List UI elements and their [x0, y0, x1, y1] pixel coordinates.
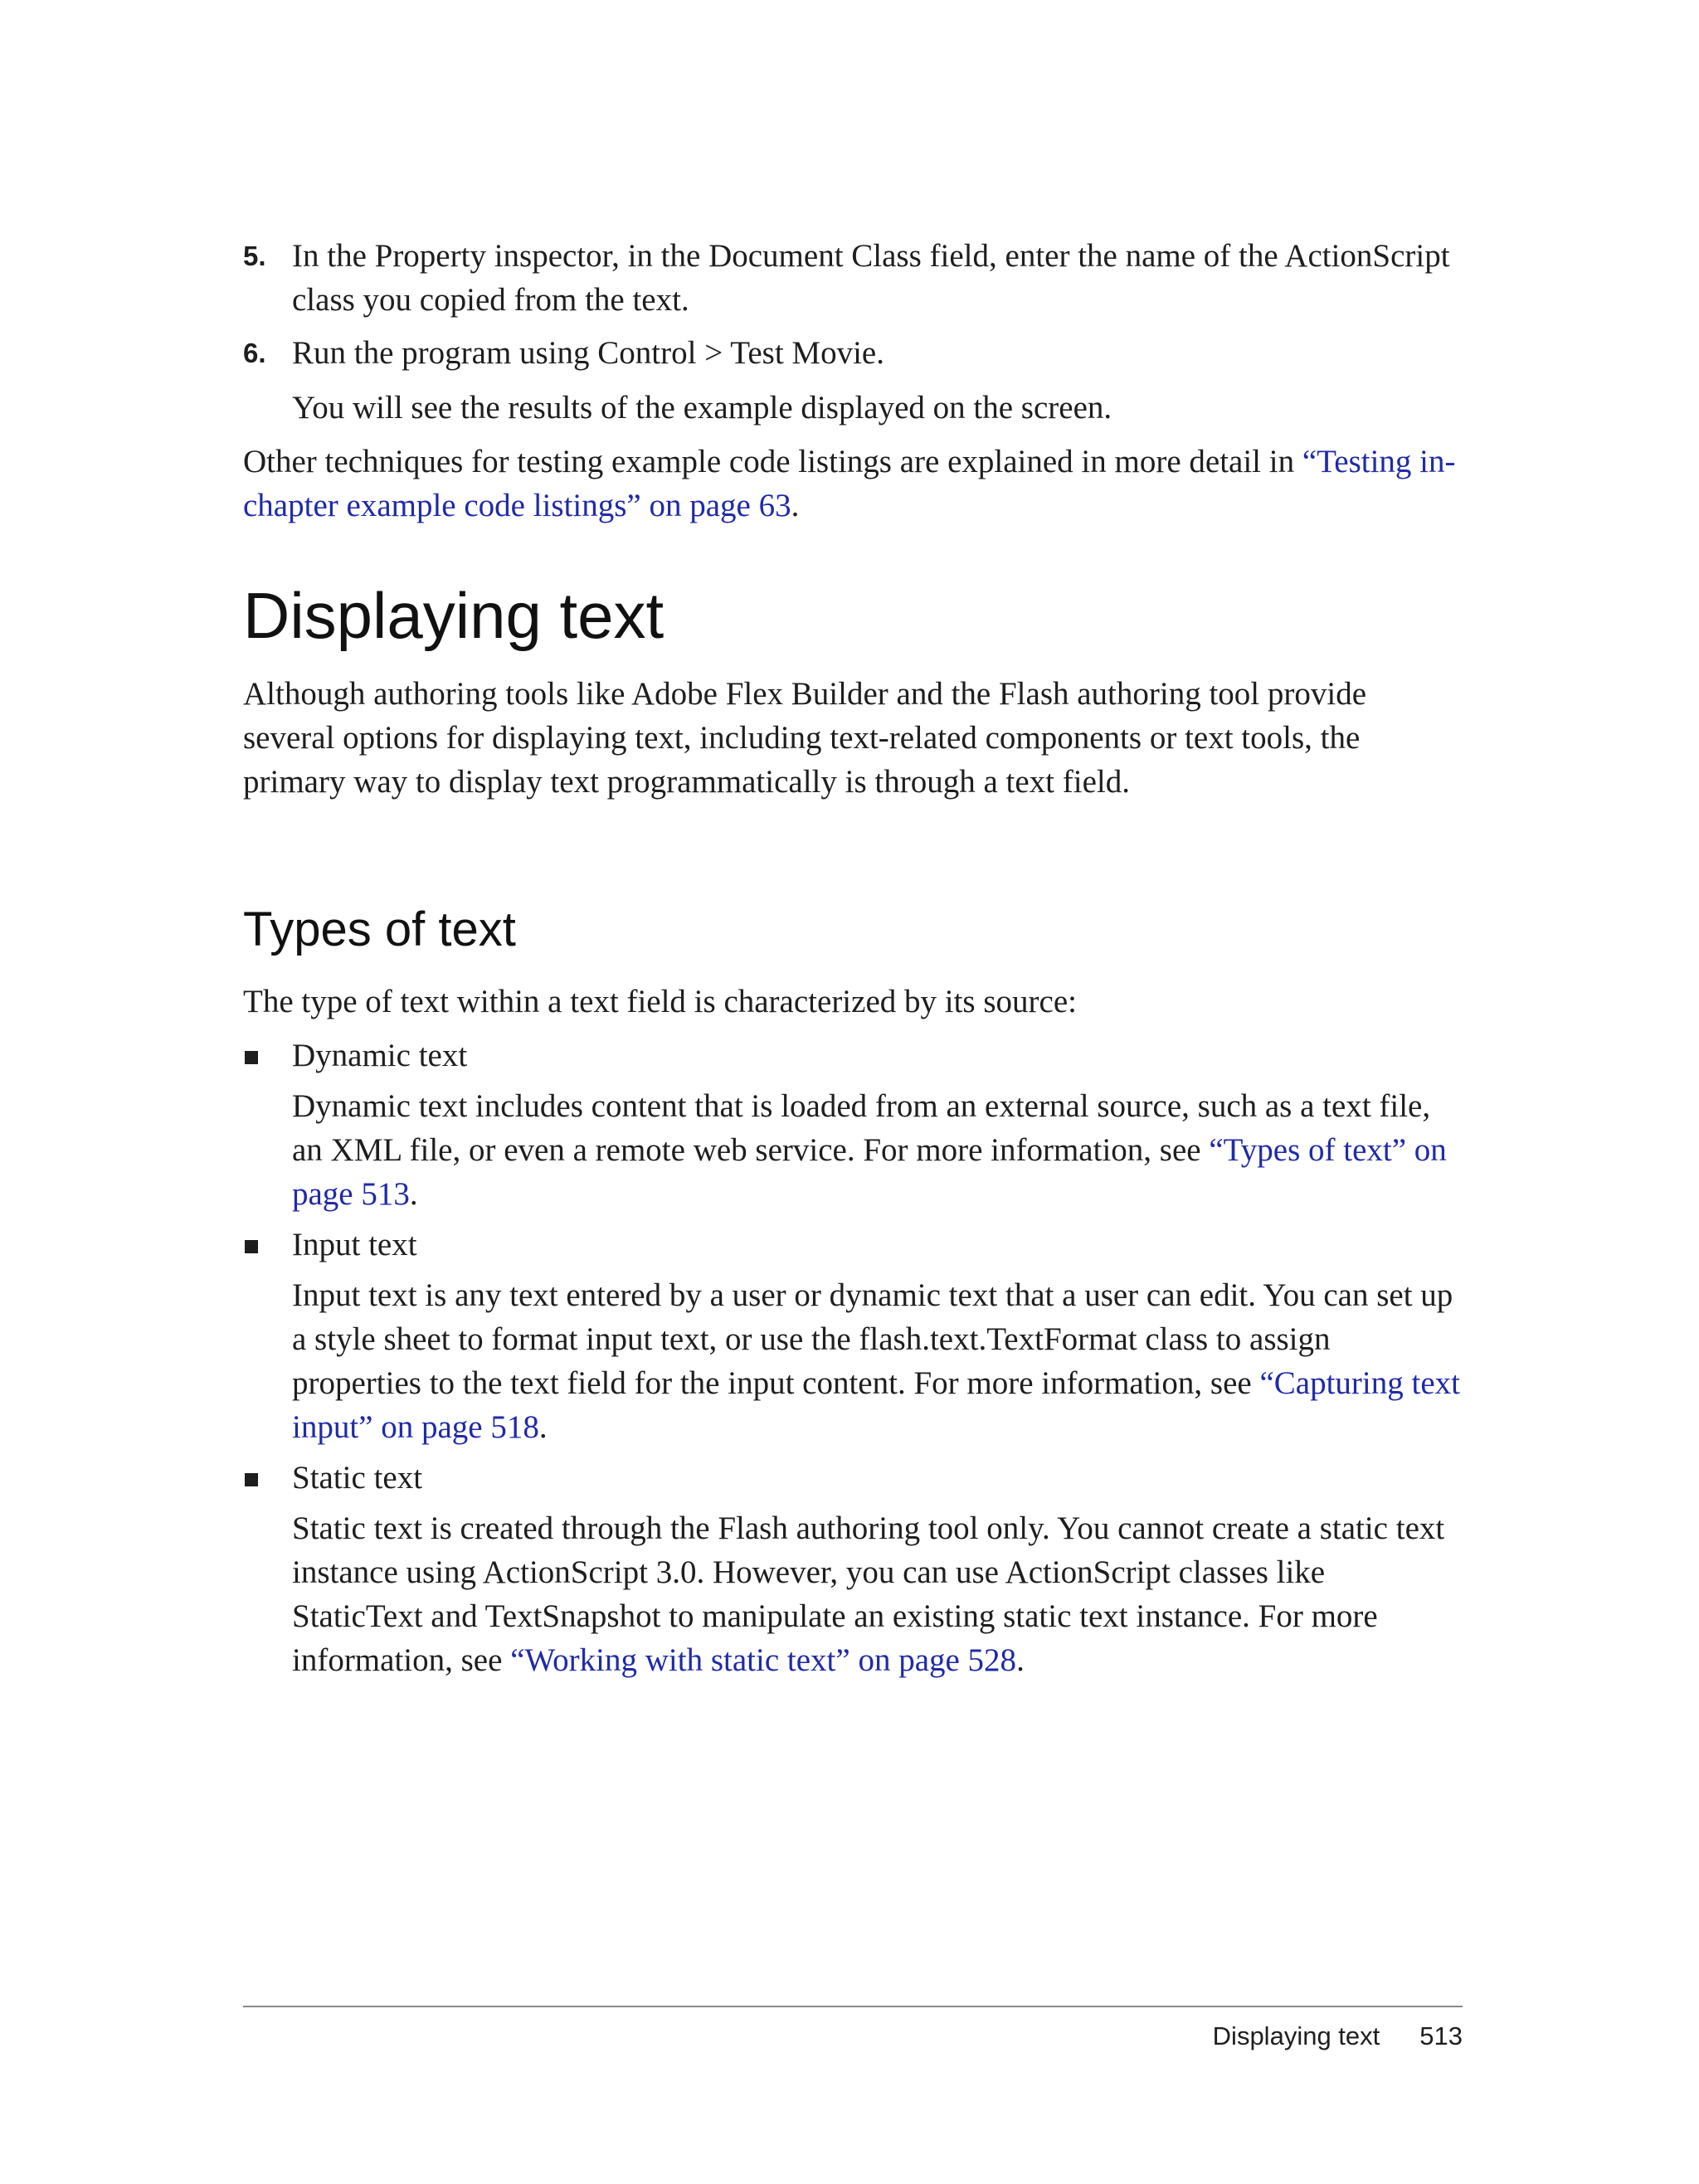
subsection-title: Types of text	[243, 902, 516, 956]
bullet-label: Static text	[292, 1460, 423, 1496]
step-text: In the Property inspector, in the Document Class field, enter the name of the ActionScript class you copied from the text.	[292, 238, 1450, 318]
description-text: .	[538, 1409, 548, 1445]
footer-divider	[243, 2006, 1463, 2007]
testing-code-listings-link[interactable]: “Testing in-chapter example code listings” on page 63	[243, 444, 1456, 523]
subsection-intro: The type of text within a text field is characterized by its source:	[243, 984, 1077, 1019]
working-with-static-text-link[interactable]: “Working with static text” on page 528	[510, 1642, 1017, 1678]
bullet-input-text	[243, 1223, 1463, 1267]
paragraph-text: Other techniques for testing example code listings are explained in more detail in	[243, 444, 1302, 479]
step-6	[243, 331, 1463, 375]
paragraph-text: .	[791, 488, 800, 523]
bullet-description	[243, 1273, 1463, 1449]
step-text: Run the program using Control > Test Movie.	[292, 335, 884, 371]
bullet-label: Dynamic text	[292, 1038, 468, 1073]
bullet-description	[243, 1506, 1463, 1682]
other-techniques-paragraph	[243, 440, 1463, 528]
page-footer	[243, 2017, 1463, 2055]
step-number: 6.	[243, 338, 266, 368]
footer-page-number: 513	[1419, 2021, 1463, 2050]
description-text: .	[1016, 1642, 1025, 1678]
bullet-description	[243, 1084, 1463, 1216]
section-title: Displaying text	[243, 579, 665, 652]
description-text: .	[409, 1176, 418, 1212]
section-intro: Although authoring tools like Adobe Flex Builder and the Flash authoring tool provide several options for displaying text, including text-related components or text tools, the primary way to display text programmatically is through a text field.	[243, 676, 1367, 800]
bullet-square-icon	[245, 1240, 258, 1253]
description-text: Dynamic text includes content that is loaded from an external source, such as a text file, an XML file, or even a remote web service. For more information, see	[292, 1088, 1431, 1168]
bullet-square-icon	[245, 1473, 258, 1486]
step-number: 5.	[243, 241, 266, 271]
step-5	[243, 234, 1463, 322]
bullet-dynamic-text	[243, 1034, 1463, 1077]
capturing-text-input-link[interactable]: “Capturing text input” on page 518	[292, 1365, 1460, 1445]
description-text: Input text is any text entered by a user or dynamic text that a user can edit. You can set up a style sheet to format input text, or use the flash.text.TextFormat class to assign properties to the text field for the input content. For more information, see	[292, 1277, 1453, 1401]
description-text: Static text is created through the Flash authoring tool only. You cannot create a static text instance using ActionScript 3.0. However, you can use ActionScript classes like StaticText and TextSnapshot to manipulate an existing static text instance. For more information, see	[292, 1510, 1445, 1678]
bullet-square-icon	[245, 1051, 258, 1064]
types-of-text-link[interactable]: “Types of text” on page 513	[292, 1132, 1447, 1212]
footer-section-name: Displaying text	[1212, 2021, 1380, 2050]
bullet-static-text	[243, 1456, 1463, 1500]
bullet-label: Input text	[292, 1227, 417, 1262]
step-result: You will see the results of the example displayed on the screen.	[292, 390, 1112, 426]
